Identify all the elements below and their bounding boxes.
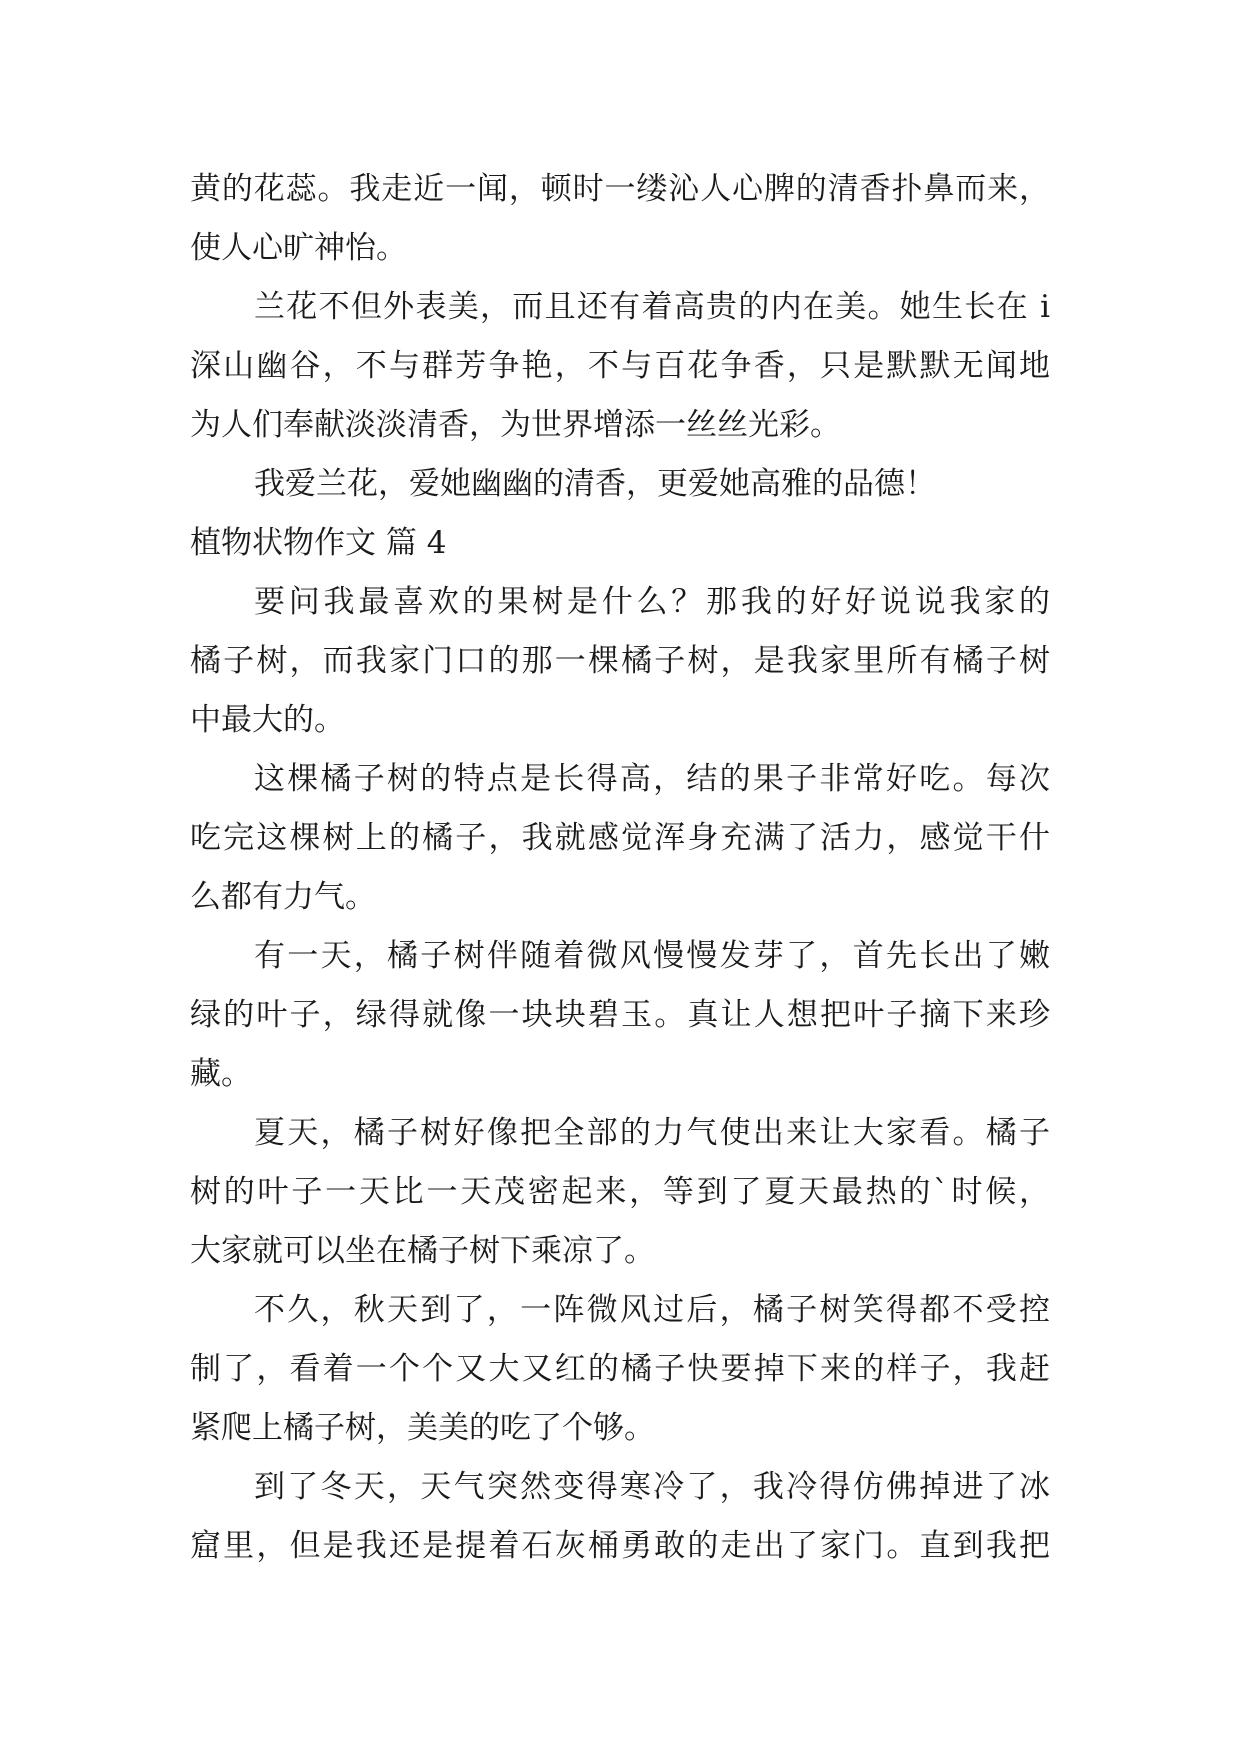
paragraph xyxy=(190,573,1050,750)
text-line: 藏。 xyxy=(190,1056,252,1092)
text-line: 要问我最喜欢的果树是什么？那我的好好说说我家的 xyxy=(254,584,1050,620)
text-line: 黄的花蕊。我走近一闻，顿时一缕沁人心脾的清香扑鼻而来， xyxy=(190,171,1050,207)
document-body xyxy=(190,160,1050,1576)
text-line: 兰花不但外表美，而且还有着高贵的内在美。她生长在 i xyxy=(254,289,1050,325)
text-line: 紧爬上橘子树，美美的吃了个够。 xyxy=(190,1410,655,1446)
text-line: 我爱兰花，爱她幽幽的清香，更爱她高雅的品德！ xyxy=(254,466,936,502)
text-line: 使人心旷神怡。 xyxy=(190,230,407,266)
paragraph xyxy=(190,1281,1050,1458)
paragraph xyxy=(190,278,1050,455)
text-line: 树的叶子一天比一天茂密起来，等到了夏天最热的`时候， xyxy=(190,1174,1050,1210)
text-line: 这棵橘子树的特点是长得高，结的果子非常好吃。每次 xyxy=(254,761,1050,797)
text-line: 不久，秋天到了，一阵微风过后，橘子树笑得都不受控 xyxy=(254,1292,1050,1328)
paragraph xyxy=(190,1104,1050,1281)
paragraph xyxy=(190,927,1050,1104)
text-line: 吃完这棵树上的橘子，我就感觉浑身充满了活力，感觉干什 xyxy=(190,820,1050,856)
text-line: 大家就可以坐在橘子树下乘凉了。 xyxy=(190,1233,655,1269)
paragraph xyxy=(190,750,1050,927)
section-heading: 植物状物作文 篇 4 xyxy=(190,525,447,561)
text-line: 窟里，但是我还是提着石灰桶勇敢的走出了家门。直到我把 xyxy=(190,1528,1050,1564)
text-line: 么都有力气。 xyxy=(190,879,376,915)
text-line: 绿的叶子，绿得就像一块块碧玉。真让人想把叶子摘下来珍 xyxy=(190,997,1050,1033)
paragraph xyxy=(190,1458,1050,1576)
text-line: 有一天，橘子树伴随着微风慢慢发芽了，首先长出了嫩 xyxy=(254,938,1050,974)
text-line: 夏天，橘子树好像把全部的力气使出来让大家看。橘子 xyxy=(254,1115,1050,1151)
text-line: 为人们奉献淡淡清香，为世界增添一丝丝光彩。 xyxy=(190,407,841,443)
text-line: 到了冬天，天气突然变得寒冷了，我冷得仿佛掉进了冰 xyxy=(254,1469,1050,1505)
text-line: 中最大的。 xyxy=(190,702,345,738)
text-line: 制了，看着一个个又大又红的橘子快要掉下来的样子，我赶 xyxy=(190,1351,1050,1387)
paragraph xyxy=(190,455,1050,514)
paragraph xyxy=(190,160,1050,278)
text-line: 深山幽谷，不与群芳争艳，不与百花争香，只是默默无闻地 xyxy=(190,348,1050,384)
text-line: 橘子树，而我家门口的那一棵橘子树，是我家里所有橘子树 xyxy=(190,643,1050,679)
